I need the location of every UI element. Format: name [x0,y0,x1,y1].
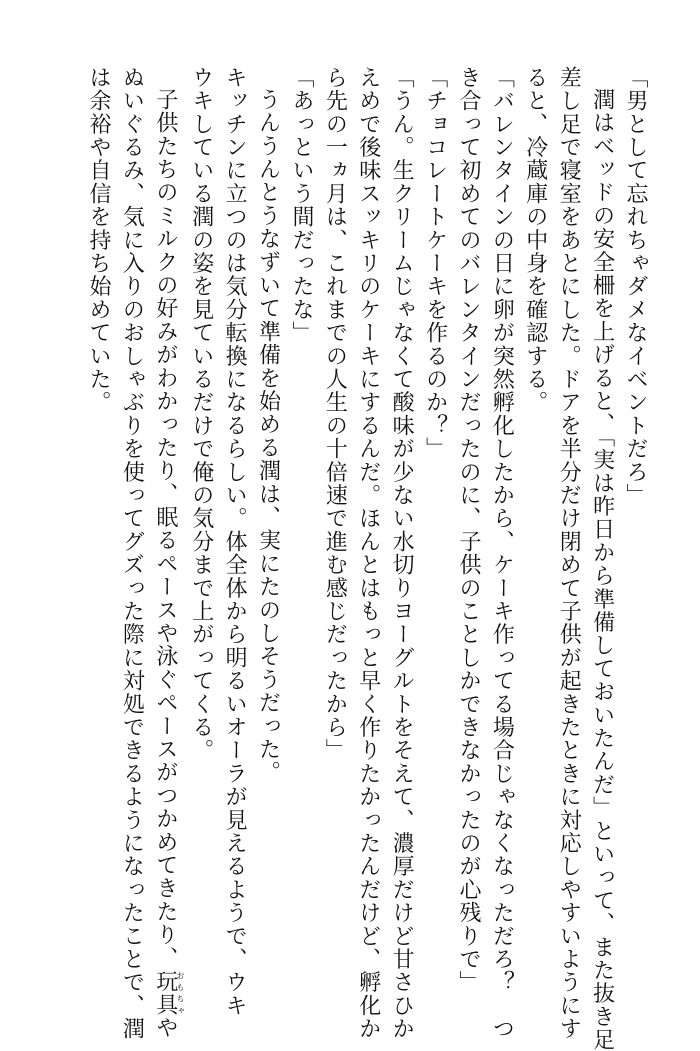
text-line-13: キッチンに立つのは気分転換になるらしい。体全体から明るいオーラが見えるようで、ウキ [222,66,248,1018]
text-line-7: 「チョコレートケーキを作るのか？」 [422,66,448,461]
text-line-2: 潤はベッドの安全柵を上げると、「実は昨日から準備しておいたんだ」といって、また抜き足 [589,88,615,1051]
text-line-14: ウキしている潤の姿を見ているだけで俺の気分まで上がってくる。 [188,66,214,762]
ruby-toys [152,969,185,1017]
text-line-11: 「あっという間だったな」 [288,66,314,345]
vertical-text-body [82,66,652,1051]
text-line-9: えめで後味スッキリのケーキにするんだ。ほんとはもっと早く作りたかったんだけど、孵化か [355,66,381,1041]
text-line-10: ら先の一ヵ月は、これまでの人生の十倍速で進む感じだったから」 [322,66,348,762]
text-line-8: 「うん。生クリームじゃなくて酸味が少ない水切りヨーグルトをそえて、濃厚だけど甘さひか [389,66,415,1041]
text-line-17: は余裕や自信を持ち始めていた。 [86,66,111,414]
ruby-reading: おもちゃ [175,969,185,1017]
text-line-1: 「男として忘れちゃダメなイベントだろ」 [623,66,648,507]
text-line-5: 「バレンタインの日に卵が突然孵化したから、ケーキ作ってる場合じゃなくなっただろ？ つ [489,66,515,1041]
text-line-3: 差し足で寝室をあとにした。ドアを半分だけ閉めて子供が起きたときに対応しやすいようにす [556,66,582,1041]
text-line-4: ると、冷蔵庫の中身を確認する。 [522,66,548,414]
text-line-12: うんうんとうなずいて準備を始める潤は、実にたのしそうだった。 [255,88,281,784]
text-line-15 [148,66,185,1040]
text-line-6: き合って初めてのバレンタインだったのに、子供のことしかできなかったのが心残りで」 [455,66,481,994]
ruby-suffix: や [152,1016,178,1040]
text-line-16: ぬいぐるみ、気に入りのおしゃぶりを使ってグズった際に対処できるようになったことで、潤 [119,66,145,1041]
text-line-15-main: 子供たちのミルクの好みがわかったり、眠るペースや泳ぐペースがつかめてきたり、 [152,88,178,970]
ruby-base: 玩具 [152,969,178,1017]
